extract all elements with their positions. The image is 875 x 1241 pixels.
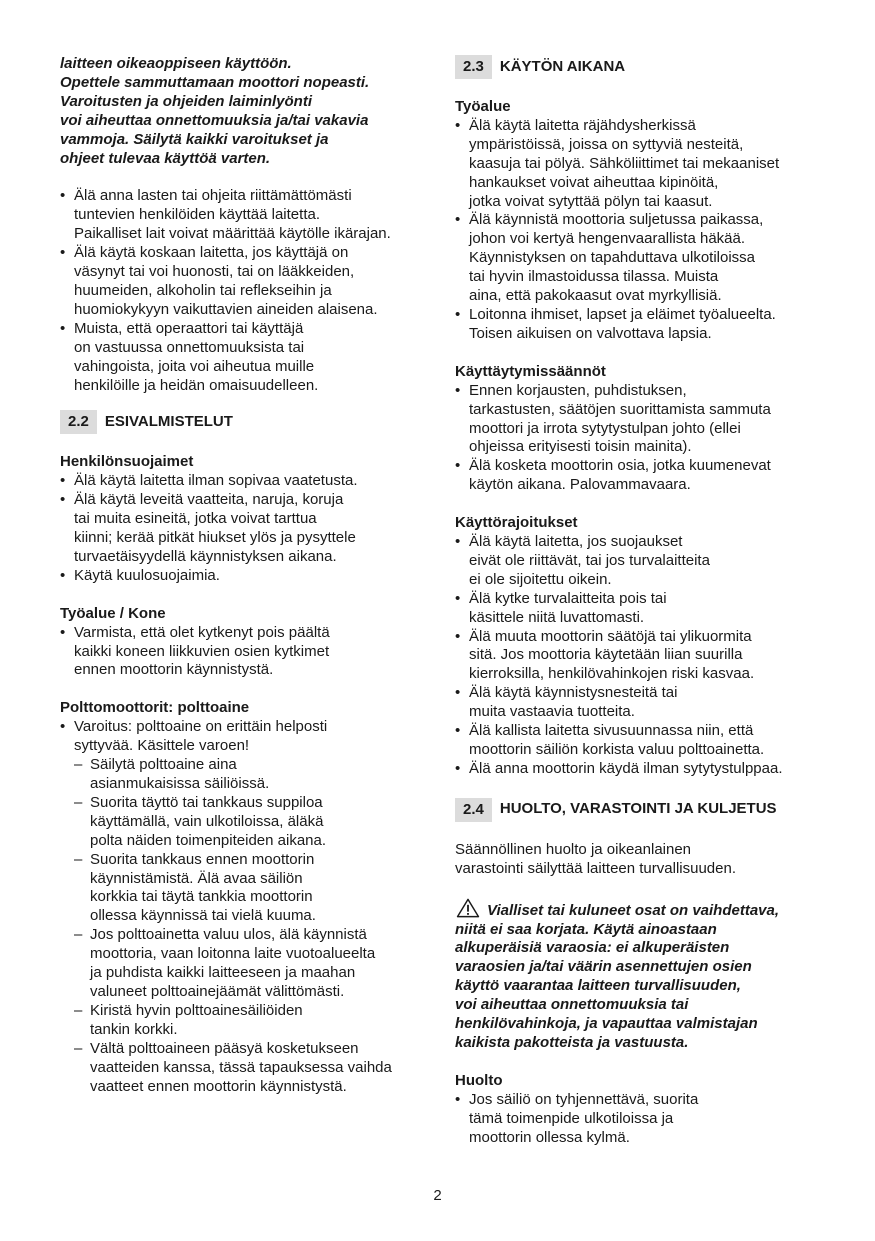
- text-line: – Säilytä polttoaine aina: [90, 756, 237, 774]
- list-item: [60, 624, 425, 681]
- text-line: • Varoitus: polttoaine on erittäin helposti: [74, 718, 328, 736]
- list-item: [60, 567, 425, 586]
- text-line: ympäristöissä, joissa on syttyviä nesteitä,: [469, 135, 744, 153]
- text-line: aina, että pakokaasut ovat myrkyllisiä.: [469, 287, 722, 305]
- text-line: eivät ole riittävät, tai jos turvalaitteita: [469, 551, 710, 569]
- text-line: vahingoista, joita voi aiheutua muille: [74, 357, 315, 375]
- sublist-item: [74, 1040, 425, 1097]
- section-number: 2.2: [60, 410, 97, 434]
- text-line: moottoria, vaan loitonna laite vuotoalueelta: [90, 945, 376, 963]
- text-line: korkkia tai täytä tankkia moottorin: [90, 888, 313, 906]
- subheading-polttomoottorit: Polttomoottorit: polttoaine: [60, 699, 250, 717]
- work-area-list: [455, 117, 825, 344]
- list-item: [455, 306, 825, 344]
- text-line: – Kiristä hyvin polttoainesäiliöiden: [90, 1001, 303, 1019]
- warning-line: laitteen oikeaoppiseen käyttöön.: [60, 55, 292, 72]
- list-item: [455, 628, 825, 685]
- list-item: [60, 491, 425, 567]
- text-line: • Älä käytä laitetta räjähdysherkissä: [469, 116, 696, 134]
- list-item: [60, 472, 425, 491]
- text-line: Säännöllinen huolto ja oikeanlainen: [455, 840, 692, 858]
- section-number: 2.4: [455, 798, 492, 822]
- text-line: käynnistämistä. Älä avaa säiliön: [90, 869, 303, 887]
- text-line: • Varmista, että olet kytkenyt pois päältä: [74, 623, 330, 641]
- fuel-list: [60, 718, 425, 1096]
- text-line: • Loitonna ihmiset, lapset ja eläimet työalueelta.: [469, 305, 776, 323]
- text-line: • Käytä kuulosuojaimia.: [74, 566, 220, 584]
- text-line: tarkastusten, säätöjen suorittamista sammuta: [469, 400, 771, 418]
- text-line: turvaetäisyydellä käynnistyksen aikana.: [74, 547, 337, 565]
- spare-parts-warning: [455, 898, 825, 1053]
- section-number: 2.3: [455, 55, 492, 79]
- text-line: kaasuja tai pölyä. Sähköliittimet tai mekaaniset: [469, 154, 780, 172]
- subheading-kayttorajoitukset: Käyttörajoitukset: [455, 514, 578, 532]
- text-line: tuntevien henkilöiden käyttää laitetta.: [74, 206, 320, 224]
- sublist-item: [74, 926, 425, 1002]
- warning-line: vammoja. Säilytä kaikki varoitukset ja: [60, 130, 329, 148]
- text-line: • Älä kytke turvalaitteita pois tai: [469, 589, 667, 607]
- text-line: – Suorita täyttö tai tankkaus suppiloa: [90, 793, 323, 811]
- text-line: jotka voivat sytyttää pölyn tai kaasut.: [469, 192, 713, 210]
- text-line: vaatteiden kanssa, tässä tapauksessa vaihda: [90, 1058, 392, 1076]
- section-title: HUOLTO, VARASTOINTI JA KULJETUS: [499, 800, 777, 818]
- warning-line: alkuperäisiä varaosia: ei alkuperäisten: [455, 939, 730, 957]
- list-item: [455, 760, 825, 779]
- text-line: huumeiden, alkoholin tai reflekseihin ja: [74, 281, 332, 299]
- text-line: sitä. Jos moottoria käytetään liian suurilla: [469, 646, 743, 664]
- list-item: [455, 684, 825, 722]
- text-line: henkilöille ja heidän omaisuudelleen.: [74, 376, 319, 394]
- warning-text: Vialliset tai kuluneet osat on vaihdettava,: [487, 901, 780, 919]
- text-line: on vastuussa onnettomuuksista tai: [74, 338, 305, 356]
- usage-restrictions-list: [455, 533, 825, 779]
- text-line: varastointi säilyttää laitteen turvallisuuden.: [455, 859, 736, 877]
- list-item: [60, 320, 425, 396]
- sublist-item: [74, 851, 425, 927]
- section-2-3-heading: [455, 55, 825, 79]
- text-line: – Jos polttoainetta valuu ulos, älä käynnistä: [90, 926, 367, 944]
- list-item: [60, 187, 425, 244]
- text-line: • Älä käytä käynnistysnesteitä tai: [469, 684, 678, 702]
- text-line: kierroksilla, henkilövahinkojen riski kasvaa.: [469, 665, 755, 683]
- section-title: ESIVALMISTELUT: [104, 412, 233, 430]
- subheading-huolto: Huolto: [455, 1071, 503, 1089]
- text-line: valuneet polttoainejäämät välittömästi.: [90, 982, 345, 1000]
- list-item: [455, 590, 825, 628]
- warning-line: niitä ei saa korjata. Käytä ainoastaan: [455, 920, 717, 938]
- text-line: johon voi kertyä hengenvaarallista häkää.: [469, 230, 746, 248]
- subheading-henkilonsuojaimet: Henkilönsuojaimet: [60, 453, 194, 471]
- text-line: ja puhdista kaikki laitteeseen ja maahan: [90, 964, 356, 982]
- sublist-item: [74, 1002, 425, 1040]
- work-area-machine-list: [60, 624, 425, 681]
- right-column: [455, 55, 825, 1148]
- text-line: ennen moottorin käynnistystä.: [74, 661, 274, 679]
- text-line: ollessa käynnissä tai vielä kuuma.: [90, 907, 316, 925]
- subheading-tyoalue-kone: Työalue / Kone: [60, 604, 166, 622]
- text-line: Toisen aikuisen on valvottava lapsia.: [469, 324, 712, 342]
- text-line: tämä toimenpide ulkotiloissa ja: [469, 1109, 674, 1127]
- text-line: • Älä kosketa moottorin osia, jotka kuumenevat: [469, 457, 771, 475]
- sublist-item: [74, 756, 425, 794]
- warning-line: kaikista pakotteista ja vastuusta.: [455, 1033, 689, 1051]
- text-line: moottorin säiliön korkista valuu polttoainetta.: [469, 741, 765, 758]
- text-line: • Älä anna moottorin käydä ilman sytytystulppaa.: [469, 759, 783, 777]
- warning-line: voi aiheuttaa onnettomuuksia tai: [455, 996, 689, 1014]
- fuel-sublist: [74, 756, 425, 1096]
- left-column: [60, 55, 425, 1096]
- list-item: [455, 457, 825, 495]
- sublist-item: [74, 794, 425, 851]
- list-item: [455, 533, 825, 590]
- warning-line: käyttö vaarantaa laitteen turvallisuuden,: [455, 977, 741, 995]
- list-item: [455, 211, 825, 306]
- ppe-list: [60, 472, 425, 585]
- text-line: käyttämällä, vain ulkotiloissa, äläkä: [90, 812, 324, 830]
- text-line: • Älä muuta moottorin säätöjä tai ylikuormita: [469, 627, 752, 645]
- list-item: [455, 722, 825, 760]
- text-line: Paikalliset lait voivat määrittää käytölle ikärajan.: [74, 225, 391, 243]
- list-item: [60, 244, 425, 320]
- list-item: [455, 117, 825, 212]
- maintenance-list: [455, 1091, 825, 1148]
- subheading-kayttaytymissaannot: Käyttäytymissäännöt: [455, 362, 606, 380]
- text-line: muita vastaavia tuotteita.: [469, 703, 635, 721]
- text-line: moottorin ollessa kylmä.: [469, 1128, 630, 1146]
- text-line: • Älä käytä leveitä vaatteita, naruja, koruja: [74, 491, 344, 509]
- text-line: • Älä anna lasten tai ohjeita riittämättömästi: [74, 187, 352, 205]
- text-line: ei ole sijoitettu oikein.: [469, 570, 612, 588]
- text-line: • Älä käytä laitetta ilman sopivaa vaatetusta.: [74, 472, 358, 490]
- warning-triangle-icon: [455, 898, 481, 918]
- text-line: tankin korkki.: [90, 1020, 178, 1038]
- section-title: KÄYTÖN AIKANA: [499, 57, 626, 75]
- text-line: • Ennen korjausten, puhdistuksen,: [469, 381, 687, 399]
- text-line: – Suorita tankkaus ennen moottorin: [90, 850, 315, 868]
- text-line: • Älä kallista laitetta sivusuunnassa niin, että: [469, 722, 754, 740]
- list-item: [455, 382, 825, 458]
- conduct-list: [455, 382, 825, 495]
- text-line: vaatteet ennen moottorin käynnistystä.: [90, 1077, 347, 1095]
- text-line: kiinni; kerää pitkät hiukset ylös ja pysyttele: [74, 529, 356, 547]
- text-line: polta näiden toimenpiteiden aikana.: [90, 831, 327, 849]
- text-line: käsittele niitä luvattomasti.: [469, 608, 645, 626]
- warning-line: ohjeet tulevaa käyttöä varten.: [60, 149, 271, 167]
- text-line: tai hyvin ilmastoidussa tilassa. Muista: [469, 268, 719, 286]
- text-line: • Älä käytä laitetta, jos suojaukset: [469, 533, 683, 551]
- warning-line: Varoitusten ja ohjeiden laiminlyönti: [60, 92, 312, 110]
- text-line: • Muista, että operaattori tai käyttäjä: [74, 319, 304, 337]
- text-line: kaikki koneen liikkuvien osien kytkimet: [74, 642, 330, 660]
- list-item: [455, 1091, 825, 1148]
- warning-line: henkilövahinkoja, ja vapauttaa valmistajan: [455, 1015, 758, 1033]
- warning-line: Opettele sammuttamaan moottori nopeasti.: [60, 73, 370, 91]
- text-line: ohjeissa erityisesti toisin mainita).: [469, 438, 692, 456]
- text-line: tai muita esineitä, jotka voivat tarttua: [74, 510, 317, 528]
- general-safety-list: [60, 187, 425, 395]
- intro-warning: [60, 55, 425, 168]
- subheading-tyoalue: Työalue: [455, 98, 511, 115]
- text-line: Käynnistyksen on tapahduttava ulkotiloissa: [469, 249, 756, 267]
- page-number: 2: [433, 1187, 442, 1204]
- text-line: hankaukset voivat aiheuttaa kipinöitä,: [469, 173, 719, 191]
- text-line: – Vältä polttoaineen pääsyä kosketukseen: [90, 1039, 359, 1057]
- text-line: käytön aikana. Palovammavaara.: [469, 476, 691, 494]
- warning-line: varaosien ja/tai väärin asennettujen osien: [455, 958, 752, 976]
- maintenance-intro: [455, 841, 825, 879]
- text-line: väsynyt tai voi huonosti, tai on lääkkeiden,: [74, 263, 355, 281]
- section-2-4-heading: [455, 798, 825, 822]
- warning-line-with-icon: [455, 898, 825, 921]
- text-line: moottori ja irrota sytytystulpan johto (ellei: [469, 419, 741, 437]
- text-line: syttyvää. Käsittele varoen!: [74, 737, 250, 755]
- text-line: huomiokykyyn vaikuttavien aineiden alaisena.: [74, 300, 378, 318]
- text-line: • Jos säiliö on tyhjennettävä, suorita: [469, 1090, 699, 1108]
- text-line: asianmukaisissa säiliöissä.: [90, 775, 270, 792]
- text-line: • Älä käytä koskaan laitetta, jos käyttäjä on: [74, 244, 349, 262]
- warning-line: voi aiheuttaa onnettomuuksia ja/tai vakavia: [60, 111, 369, 129]
- section-2-2-heading: [60, 410, 425, 434]
- list-item: [60, 718, 425, 1096]
- text-line: • Älä käynnistä moottoria suljetussa paikassa,: [469, 211, 764, 229]
